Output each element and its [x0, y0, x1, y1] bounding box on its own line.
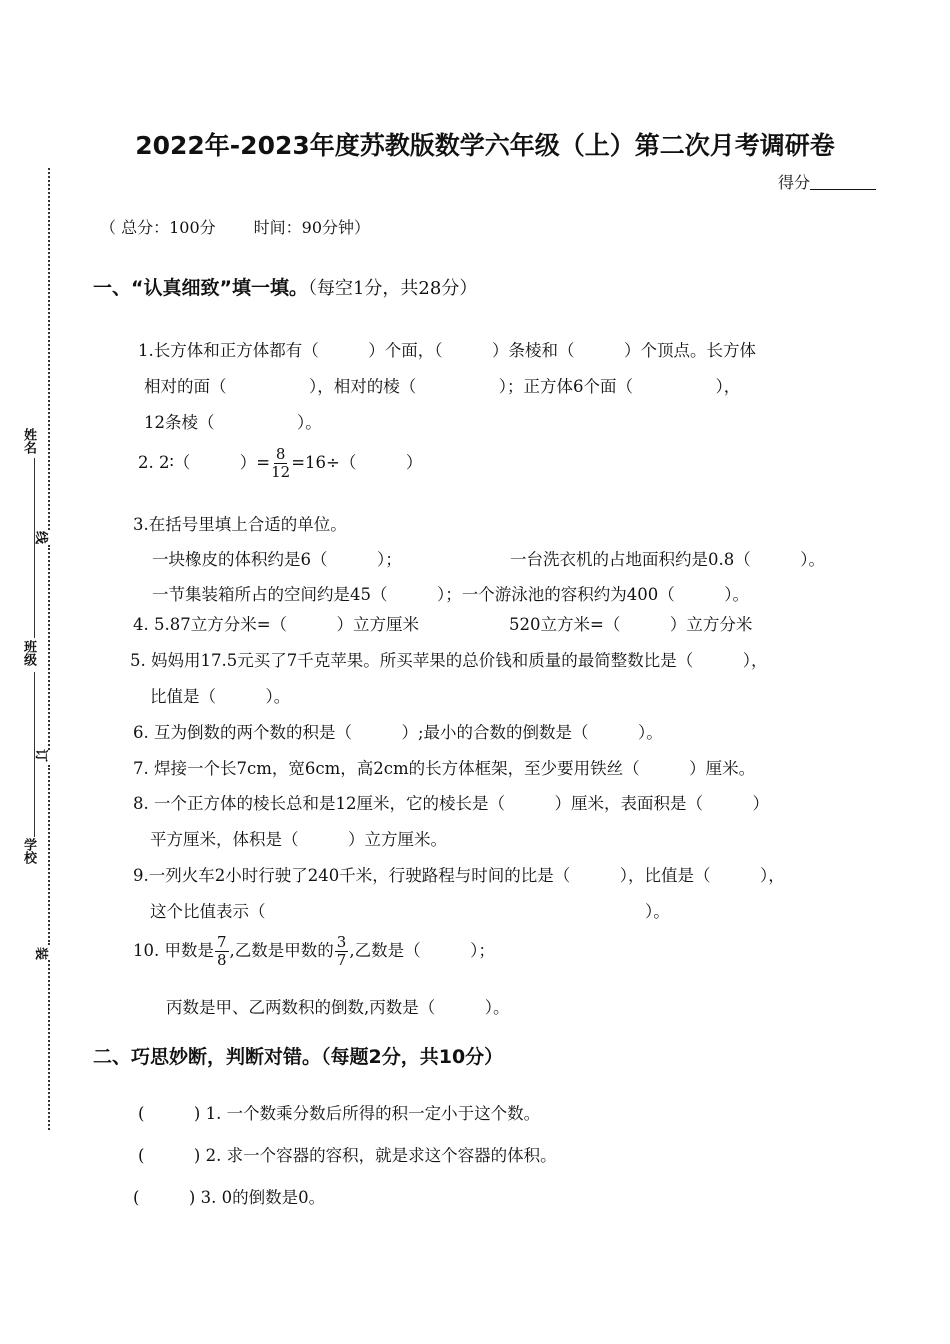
fraction-numerator: 7	[217, 933, 227, 951]
q1-line2: 相对的面（ ），相对的棱（ ）；正方体6个面（ ），	[144, 377, 741, 396]
judge-item-3: ( ) 3. 0的倒数是0。	[133, 1188, 326, 1207]
q3-intro: 3.在括号里填上合适的单位。	[133, 515, 347, 534]
exam-meta	[100, 215, 370, 238]
binding-xian-char: 线	[33, 530, 49, 545]
q10-text-3: ,乙数是（ ）；	[349, 941, 495, 960]
q5-line2: 比值是（ ）。	[150, 687, 291, 706]
class-label: 班级	[21, 640, 36, 666]
q10-fraction-2	[335, 934, 349, 969]
binding-dotted-line	[48, 545, 50, 750]
q4-right: 520立方米=（ ）立方分米	[509, 615, 753, 634]
name-label: 姓名	[21, 428, 36, 454]
q6: 6. 互为倒数的两个数的积是（ ）;最小的合数的倒数是（ ）。	[133, 723, 663, 742]
section1-title: 一、“认真细致”填一填。	[93, 277, 308, 299]
score-blank[interactable]	[810, 175, 876, 190]
binding-ding-char: 订	[33, 748, 49, 763]
q3-line1-left: 一块橡皮的体积约是6（ ）；	[152, 550, 402, 569]
fraction-denominator: 8	[217, 951, 227, 969]
binding-dotted-line	[48, 168, 50, 530]
q5-line1: 5. 妈妈用17.5元买了7千克苹果。所买苹果的总价钱和质量的最简整数比是（ ），	[130, 651, 768, 670]
q1-line1: 1.长方体和正方体都有（ ）个面，（ ）条棱和（ ）个顶点。长方体	[138, 341, 756, 360]
total-score: （ 总分：100分	[100, 218, 216, 237]
q3-line2: 一节集装箱所占的空间约是45（ ）；一个游泳池的容积约为400（ ）。	[152, 585, 749, 604]
fraction-numerator: 8	[275, 445, 286, 463]
judge-item-1: ( ) 1. 一个数乘分数后所得的积一定小于这个数。	[138, 1104, 541, 1123]
exam-title: 2022年-2023年度苏教版数学六年级（上）第二次月考调研卷	[135, 131, 835, 160]
q10-text-2: ,乙数是甲数的	[229, 941, 334, 960]
binding-zhuang-char: 装	[33, 946, 49, 961]
q8-line2: 平方厘米，体积是（ ）立方厘米。	[150, 830, 447, 849]
fraction-denominator: 7	[336, 951, 347, 969]
q8-line1: 8. 一个正方体的棱长总和是12厘米，它的棱长是（ ）厘米，表面积是（ ）	[133, 794, 769, 813]
q2-suffix: =16÷（ ）	[291, 453, 423, 472]
score-field[interactable]	[778, 170, 876, 193]
q10-line2: 丙数是甲、乙两数积的倒数,丙数是（ ）。	[166, 998, 510, 1017]
fraction-denominator: 12	[271, 463, 291, 481]
q2	[138, 446, 422, 481]
section2-heading: 二、巧思妙断，判断对错。（每题2分，共10分）	[93, 1046, 504, 1068]
binding-dotted-line	[48, 960, 50, 1130]
school-label: 学校	[21, 838, 36, 864]
judge-item-2: ( ) 2. 求一个容器的容积，就是求这个容器的体积。	[138, 1146, 557, 1165]
exam-time: 时间：90分钟）	[253, 218, 371, 237]
q10-text-1: 10. 甲数是	[133, 941, 214, 960]
q2-fraction	[271, 446, 290, 481]
q10-line1	[133, 934, 495, 969]
q7: 7. 焊接一个长7cm，宽6cm，高2cm的长方体框架，至少要用铁丝（ ）厘米。	[133, 759, 756, 778]
class-blank	[34, 672, 35, 837]
q4-left: 4. 5.87立方分米=（ ）立方厘米	[133, 615, 420, 634]
q9-line1: 9.一列火车2小时行驶了240千米，行驶路程与时间的比是（ ），比值是（ ），	[133, 866, 785, 885]
q9-line2: 这个比值表示（ ）。	[150, 902, 670, 921]
q10-fraction-1	[215, 934, 229, 969]
q1-line3: 12条棱（ ）。	[144, 413, 322, 432]
q3-line1-right: 一台洗衣机的占地面积约是0.8（ ）。	[510, 550, 825, 569]
q2-prefix: 2. 2∶（ ）=	[138, 453, 271, 472]
binding-dotted-line	[48, 765, 50, 945]
fraction-numerator: 3	[336, 933, 347, 951]
section1-heading	[93, 273, 477, 300]
section1-note: （每空1分，共28分）	[307, 278, 478, 299]
name-blank	[34, 458, 35, 638]
score-label: 得分	[778, 173, 811, 192]
